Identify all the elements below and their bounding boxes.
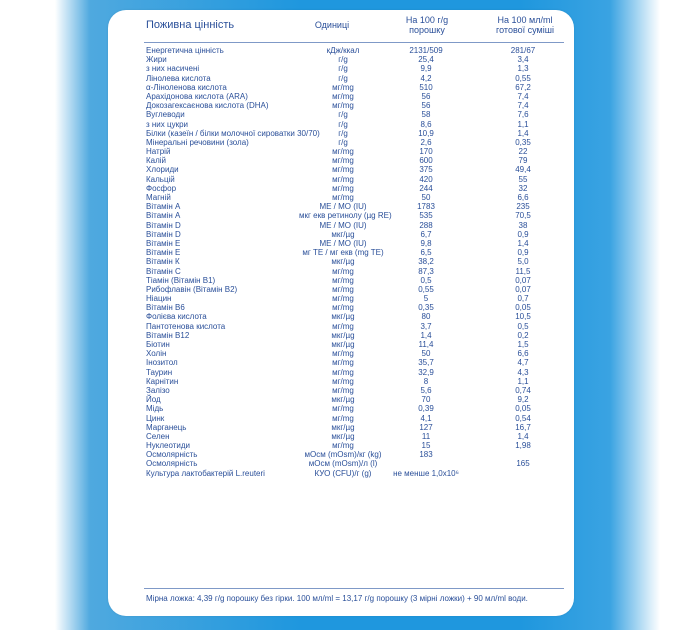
per-100g-cell: 6,5: [420, 248, 432, 258]
unit-cell: мг/mg: [332, 266, 354, 276]
table-row: [146, 83, 564, 92]
unit-cell: мкг/µg: [331, 330, 355, 340]
nutrient-name: Арахідонова кислота (ARA): [146, 91, 248, 101]
per-100g-cell: 50: [421, 193, 431, 202]
nutrient-name: Осмолярність: [146, 450, 198, 460]
header-divider: [144, 42, 564, 43]
per-100ml-cell: 6,6: [517, 193, 529, 202]
per-100ml-cell: 0,7: [517, 294, 529, 304]
table-row: [146, 423, 564, 432]
per-100ml-cell: 0,35: [515, 137, 531, 147]
nutrient-name: α-Ліноленова кислота: [146, 82, 227, 92]
unit-cell: мг/mg: [332, 294, 354, 304]
table-row: [146, 175, 564, 184]
per-100g-cell: 420: [419, 174, 433, 184]
table-row: [146, 92, 564, 101]
per-100ml-cell: 22: [518, 147, 528, 157]
per-100ml-cell: 3,4: [517, 55, 529, 65]
per-100ml-cell: 7,4: [517, 91, 529, 101]
per-100g-cell: 50: [421, 349, 431, 359]
per-100g-cell: 11: [421, 431, 431, 441]
unit-cell: МЕ / МО (IU): [319, 202, 367, 212]
table-row: [146, 257, 564, 266]
nutrient-name: Селен: [146, 431, 170, 441]
per-100g-cell: 1783: [417, 202, 435, 212]
table-row: [146, 138, 564, 147]
per-100g-cell: 8,6: [420, 119, 432, 129]
nutrient-name: Рибофлавін (Вітамін В2): [146, 284, 238, 294]
table-row: [146, 459, 564, 468]
unit-cell: г/g: [338, 73, 348, 83]
nutrient-name: Вітамін D: [146, 220, 181, 230]
nutrient-name: Осмолярність: [146, 459, 198, 469]
table-row: [146, 193, 564, 202]
per-100g-cell: 4,2: [420, 73, 432, 83]
unit-cell: мг/mg: [332, 193, 354, 202]
unit-cell: мг/mg: [332, 284, 354, 294]
unit-cell: мг ТЕ / мг екв (mg TE): [302, 248, 384, 258]
table-row: [146, 211, 564, 220]
table-row: [146, 156, 564, 165]
per-100ml-cell: 79: [518, 156, 528, 166]
nutrient-name: Цинк: [146, 413, 165, 423]
nutrient-name: Білки (казеїн / білки молочної сироватки 30/70): [146, 128, 320, 138]
per-100ml-cell: 1,1: [517, 376, 529, 386]
per-100g-cell: 32,9: [418, 367, 434, 377]
unit-cell: мг/mg: [332, 385, 354, 395]
nutrient-name: Пантотенова кислота: [146, 321, 226, 331]
per-100g-cell: 6,7: [420, 229, 432, 239]
nutrient-name: Вітамін В6: [146, 303, 185, 313]
nutrient-name: Вітамін Е: [146, 248, 181, 258]
table-row: [146, 248, 564, 257]
table-row: [146, 358, 564, 367]
nutrient-name: Енергетична цінність: [146, 46, 224, 55]
unit-cell: мг/mg: [332, 358, 354, 368]
nutrient-name: Ніацин: [146, 294, 172, 304]
per-100g-cell: 244: [419, 183, 433, 193]
per-100ml-cell: 1,98: [515, 441, 531, 451]
per-100ml-cell: 7,4: [517, 101, 529, 111]
per-100ml-cell: 0,2: [517, 330, 529, 340]
unit-cell: г/g: [338, 64, 348, 74]
nutrient-name: Карнітин: [146, 376, 179, 386]
per-100g-cell: 56: [421, 91, 431, 101]
unit-cell: мкг екв ретинолу (µg RE): [299, 211, 392, 221]
nutrient-name: Вітамін Е: [146, 238, 181, 248]
table-row: [146, 368, 564, 377]
unit-cell: кДж/ккал: [326, 46, 360, 55]
table-row: [146, 110, 564, 119]
table-row: [146, 74, 564, 83]
unit-cell: мкг/µg: [331, 229, 355, 239]
nutrient-name: Фосфор: [146, 183, 177, 193]
per-100g-cell: 87,3: [418, 266, 434, 276]
table-row: [146, 285, 564, 294]
per-100ml-cell: 281/67: [510, 46, 536, 55]
table-row: [146, 276, 564, 285]
per-100ml-cell: 5,0: [517, 257, 529, 267]
nutrient-name: Вітамін А: [146, 202, 181, 212]
unit-cell: мкг/µg: [331, 257, 355, 267]
unit-cell: мг/mg: [332, 174, 354, 184]
table-row: [146, 331, 564, 340]
nutrient-name: Холін: [146, 349, 167, 359]
per-100g-cell: 70: [421, 395, 431, 405]
table-row: [146, 322, 564, 331]
per-100ml-cell: 0,54: [515, 413, 531, 423]
per-100ml-cell: 1,4: [517, 128, 529, 138]
nutrient-name: Кальцій: [146, 174, 175, 184]
per-100ml-cell: 1,3: [517, 64, 529, 74]
nutrient-name: Натрій: [146, 147, 171, 157]
per-100g-cell: 58: [421, 110, 431, 120]
per-100g-cell: 170: [419, 147, 433, 157]
table-row: [146, 395, 564, 404]
table-row: [146, 349, 564, 358]
table-row: [146, 221, 564, 230]
per-100g-cell: 0,5: [420, 275, 432, 285]
table-row: [146, 441, 564, 450]
unit-cell: мкг/µg: [331, 422, 355, 432]
per-100ml-cell: 10,5: [515, 312, 531, 322]
per-100g-cell: 15: [421, 441, 431, 451]
per-100g-cell: 127: [419, 422, 433, 432]
per-100g-cell: 4,1: [420, 413, 432, 423]
per-100ml-cell: 0,07: [515, 284, 531, 294]
unit-cell: мг/mg: [332, 91, 354, 101]
unit-cell: мг/mg: [332, 82, 354, 92]
unit-cell: мг/mg: [332, 376, 354, 386]
per-100ml-cell: 55: [518, 174, 528, 184]
unit-cell: МЕ / МО (IU): [319, 238, 367, 248]
per-100g-cell: 9,8: [420, 238, 432, 248]
unit-cell: г/g: [338, 128, 348, 138]
nutrient-name: Вуглеводи: [146, 110, 185, 120]
table-row: [146, 101, 564, 110]
unit-cell: г/g: [338, 119, 348, 129]
nutrient-name: Мідь: [146, 404, 164, 414]
table-row: [146, 432, 564, 441]
per-100g-cell: 9,9: [420, 64, 432, 74]
table-row: [146, 46, 564, 55]
unit-cell: мг/mg: [332, 404, 354, 414]
nutrient-name: Хлориди: [146, 165, 179, 175]
footer-divider: [144, 588, 564, 589]
per-100ml-cell: 49,4: [515, 165, 531, 175]
unit-cell: мкг/µg: [331, 312, 355, 322]
unit-cell: мг/mg: [332, 303, 354, 313]
per-100ml-cell: 1,5: [517, 340, 529, 349]
per-100ml-cell: 16,7: [515, 422, 531, 432]
nutrient-name: Біотин: [146, 340, 170, 349]
per-100g-cell: 35,7: [418, 358, 434, 368]
unit-cell: мг/mg: [332, 441, 354, 451]
per-100ml-cell: 0,9: [517, 248, 529, 258]
per-100g-cell: 600: [419, 156, 433, 166]
per-100ml-cell: 38: [518, 220, 528, 230]
table-row: [146, 377, 564, 386]
per-100g-cell: 25,4: [418, 55, 434, 65]
table-row: [146, 386, 564, 395]
per-100g-cell: 56: [421, 101, 431, 111]
per-100g-cell: 375: [419, 165, 433, 175]
table-row: [146, 312, 564, 321]
nutrient-name: Фолієва кислота: [146, 312, 207, 322]
nutrient-name: Марганець: [146, 422, 187, 432]
per-100ml-cell: 1,4: [517, 431, 529, 441]
per-100ml-cell: 0,74: [515, 385, 531, 395]
table-row: [146, 147, 564, 156]
per-100ml-cell: 235: [516, 202, 530, 212]
footer-note: Мірна ложка: 4,39 г/g порошку без гірки. 100 мл/ml = 13,17 г/g порошку (3 мірні ложки) + 90 мл/ml води.: [146, 594, 528, 603]
per-100g-cell: 3,7: [420, 321, 432, 331]
table-row: [146, 165, 564, 174]
unit-cell: мкг/µg: [331, 340, 355, 349]
nutrient-name: Йод: [146, 395, 161, 405]
table-row: [146, 303, 564, 312]
per-100g-cell: 10,9: [418, 128, 434, 138]
table-row: [146, 469, 564, 478]
unit-cell: МЕ / МО (IU): [319, 220, 367, 230]
per-100ml-cell: 70,5: [515, 211, 531, 221]
per-100ml-cell: 0,05: [515, 303, 531, 313]
unit-cell: мг/mg: [332, 101, 354, 111]
per-100ml-cell: 0,5: [517, 321, 529, 331]
nutrient-name: з них цукри: [146, 119, 188, 129]
nutrient-name: Залізо: [146, 385, 170, 395]
per-100ml-cell: 0,9: [517, 229, 529, 239]
nutrient-name: Таурин: [146, 367, 173, 377]
nutrient-name: Культура лактобактерій L.reuteri: [146, 468, 265, 478]
per-100g-cell: 2,6: [420, 137, 432, 147]
unit-cell: мкг/µg: [331, 395, 355, 405]
nutrient-name: Мінеральні речовини (зола): [146, 137, 249, 147]
unit-cell: мг/mg: [332, 367, 354, 377]
per-100ml-cell: 1,4: [517, 238, 529, 248]
per-100g-cell: 0,39: [418, 404, 434, 414]
nutrient-name: Докозагексаєнова кислота (DHA): [146, 101, 269, 111]
unit-cell: мг/mg: [332, 147, 354, 157]
unit-cell: мг/mg: [332, 349, 354, 359]
per-100g-cell: 11,4: [418, 340, 434, 349]
nutrient-name: Інозитол: [146, 358, 178, 368]
nutrient-name: Вітамін В12: [146, 330, 190, 340]
per-100g-cell: 183: [419, 450, 433, 460]
per-100g-cell: 0,55: [418, 284, 434, 294]
table-row: [146, 239, 564, 248]
unit-cell: г/g: [338, 110, 348, 120]
unit-cell: мг/mg: [332, 275, 354, 285]
per-100g-cell: 5,6: [420, 385, 432, 395]
per-100ml-cell: 67,2: [515, 82, 531, 92]
per-100g-cell: 38,2: [418, 257, 434, 267]
per-100ml-cell: 7,6: [517, 110, 529, 120]
table-row: [146, 450, 564, 459]
per-100g-cell: 5: [423, 294, 429, 304]
table-row: [146, 120, 564, 129]
per-100ml-cell: 32: [518, 183, 528, 193]
table-row: [146, 414, 564, 423]
nutrition-table: [146, 46, 564, 478]
unit-cell: мкг/µg: [331, 431, 355, 441]
unit-cell: мОсм (mOsm)/л (l): [308, 459, 378, 469]
table-row: [146, 64, 564, 73]
nutrient-name: Вітамін К: [146, 257, 180, 267]
per-100ml-cell: 0,55: [515, 73, 531, 83]
header-nutrition: Поживна цінність: [146, 19, 235, 31]
table-row: [146, 129, 564, 138]
nutrient-name: Тіамін (Вітамін В1): [146, 275, 216, 285]
nutrient-name: Жири: [146, 55, 167, 65]
table-row: [146, 294, 564, 303]
per-100g-cell: не менше 1,0x10⁶: [393, 468, 459, 478]
unit-cell: мг/mg: [332, 413, 354, 423]
per-100ml-cell: 11,5: [515, 266, 531, 276]
per-100g-cell: 0,35: [418, 303, 434, 313]
header-unit: Одиниці: [314, 20, 350, 30]
per-100g-cell: 535: [419, 211, 433, 221]
per-100ml-cell: 1,1: [517, 119, 529, 129]
per-100ml-cell: 6,6: [517, 349, 529, 359]
nutrient-name: Нуклеотиди: [146, 441, 191, 451]
table-row: [146, 55, 564, 64]
per-100ml-cell: 0,05: [515, 404, 531, 414]
per-100ml-cell: 9,2: [517, 395, 529, 405]
per-100ml-cell: 165: [516, 459, 530, 469]
unit-cell: г/g: [338, 137, 348, 147]
per-100g-cell: 8: [423, 376, 429, 386]
table-row: [146, 267, 564, 276]
unit-cell: мг/mg: [332, 156, 354, 166]
per-100g-cell: 510: [419, 82, 433, 92]
nutrient-name: Вітамін D: [146, 229, 181, 239]
unit-cell: мг/mg: [332, 183, 354, 193]
header-per-100g: На 100 г/g порошку: [405, 15, 449, 35]
per-100g-cell: 288: [419, 220, 433, 230]
per-100g-cell: 1,4: [420, 330, 432, 340]
nutrient-name: Калій: [146, 156, 167, 166]
per-100ml-cell: 4,7: [517, 358, 529, 368]
per-100ml-cell: 0,07: [515, 275, 531, 285]
header-per-100ml: На 100 мл/ml готової суміші: [496, 15, 554, 35]
table-row: [146, 202, 564, 211]
per-100ml-cell: 4,3: [517, 367, 529, 377]
nutrient-name: з них насичені: [146, 64, 200, 74]
table-row: [146, 404, 564, 413]
table-row: [146, 340, 564, 349]
table-row: [146, 230, 564, 239]
unit-cell: мг/mg: [332, 321, 354, 331]
nutrient-name: Лінолева кислота: [146, 73, 211, 83]
per-100g-cell: 80: [421, 312, 431, 322]
unit-cell: мг/mg: [332, 165, 354, 175]
nutrient-name: Вітамін С: [146, 266, 181, 276]
table-row: [146, 184, 564, 193]
unit-cell: г/g: [338, 55, 348, 65]
nutrient-name: Магній: [146, 193, 171, 202]
unit-cell: КУО (CFU)/г (g): [314, 468, 372, 478]
unit-cell: мОсм (mOsm)/кг (kg): [304, 450, 382, 460]
per-100g-cell: 2131/509: [409, 46, 443, 55]
nutrient-name: Вітамін А: [146, 211, 181, 221]
